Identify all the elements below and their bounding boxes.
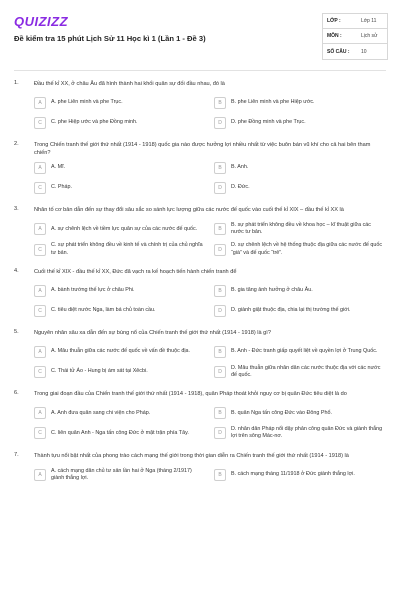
option-c[interactable]	[34, 426, 204, 440]
option-letter-box: D	[214, 182, 226, 194]
option-text: B. quân Nga tấn công Đức vào Đông Phổ.	[231, 409, 333, 416]
option-c[interactable]	[34, 116, 204, 130]
option-letter-box: A	[34, 223, 46, 235]
option-c[interactable]	[34, 304, 204, 318]
option-letter-box: A	[34, 162, 46, 174]
option-text: D. phe Đồng minh và phe Trục.	[231, 119, 306, 126]
question-4	[0, 266, 400, 318]
option-letter-box: B	[214, 285, 226, 297]
option-letter-box: A	[34, 285, 46, 297]
option-letter-box: A	[34, 407, 46, 419]
option-letter-box: D	[214, 427, 226, 439]
question-number: 2.	[14, 141, 19, 147]
option-letter-box: C	[34, 117, 46, 129]
option-text: B. Anh.	[231, 164, 249, 171]
question-3	[0, 204, 400, 257]
meta-label: LỚP :	[327, 18, 341, 24]
option-letter-box: B	[214, 223, 226, 235]
option-text: A. cách mạng dân chủ tư sản lần hai ở Nga (tháng 2/1917) giành thắng lợi.	[51, 467, 192, 481]
option-text: D. giành giật thuộc địa, chia lại thị trường thế giới.	[231, 307, 351, 314]
option-text: C. tiêu diệt nước Nga, làm bá chủ toàn cầu.	[51, 307, 156, 314]
header-divider	[14, 70, 386, 71]
question-number: 7.	[14, 451, 19, 458]
question-5	[0, 327, 400, 379]
option-letter-box: D	[214, 244, 226, 256]
option-a[interactable]	[34, 468, 204, 482]
question-text: Thành tựu nổi bật nhất của phong trào cách mạng thế giới trong thời gian diễn ra Chiến tranh thế giới thứ nhất (1914 - 1918) là	[34, 452, 349, 459]
options	[34, 96, 386, 130]
option-text: A. sự chênh lệch về tiềm lực quân sự của các nước đế quốc.	[51, 225, 198, 232]
question-text: Đầu thế kỉ XX, ở châu Âu đã hình thành hai khối quân sự đối đầu nhau, đó là	[34, 81, 225, 87]
question-list	[0, 78, 400, 491]
option-d[interactable]	[214, 304, 384, 318]
option-letter-box: A	[34, 97, 46, 109]
option-letter-box: C	[34, 182, 46, 194]
option-d[interactable]	[214, 116, 384, 130]
options	[34, 468, 386, 482]
page-header	[0, 0, 400, 68]
question-number: 6.	[14, 390, 19, 397]
option-text: A. Mĩ.	[51, 164, 66, 171]
option-a[interactable]	[34, 345, 204, 359]
option-text: C. phe Hiệp ước và phe Đồng minh.	[51, 119, 138, 126]
option-c[interactable]	[34, 242, 204, 256]
option-a[interactable]	[34, 406, 204, 420]
option-letter-box: B	[214, 469, 226, 481]
options	[34, 406, 386, 440]
option-a[interactable]	[34, 284, 204, 298]
option-d[interactable]	[214, 181, 384, 195]
option-text: A. bành trướng thế lực ở châu Phi.	[51, 287, 135, 294]
option-b[interactable]	[214, 222, 384, 236]
option-c[interactable]	[34, 181, 204, 195]
option-text: D. sự chênh lệch về hệ thống thuộc địa giữa các nước đế quốc “già” và đế quốc “trẻ”.	[231, 242, 383, 256]
meta-value: 10	[361, 48, 367, 55]
option-b[interactable]	[214, 468, 384, 482]
question-number: 4.	[14, 267, 19, 274]
option-text: A. phe Liên minh và phe Trục.	[51, 99, 123, 106]
option-text: B. sự phát triển không đều về khoa học – kĩ thuật giữa các nước tư bản.	[231, 222, 371, 236]
option-letter-box: B	[214, 97, 226, 109]
question-number: 5.	[14, 328, 19, 335]
option-text: A. Anh đưa quân sang chi viện cho Pháp.	[51, 409, 151, 416]
option-b[interactable]	[214, 345, 384, 359]
option-text: B. gia tăng ảnh hưởng ở châu Âu.	[231, 287, 313, 294]
option-text: C. Pháp.	[51, 184, 72, 191]
option-letter-box: B	[214, 346, 226, 358]
option-text: B. Anh - Đức tranh giấp quyết liệt về quyền lợi ở Trung Quốc.	[231, 348, 378, 355]
option-b[interactable]	[214, 406, 384, 420]
question-text: Nhân tố cơ bản dẫn đến sự thay đổi sâu sắc so sánh lực lượng giữa các nước đế quốc vào cuối thế kỉ XIX – đầu thế kỉ XX là	[34, 207, 344, 213]
meta-row-count	[323, 44, 387, 59]
option-b[interactable]	[214, 284, 384, 298]
option-text: C. liên quân Anh - Nga tấn công Đức ở mặt trận phía Tây.	[51, 429, 189, 436]
option-text: B. phe Liên minh và phe Hiệp ước.	[231, 99, 315, 106]
meta-value: Lịch sử	[361, 33, 378, 39]
option-text: D. Đức.	[231, 184, 250, 191]
meta-table	[322, 13, 388, 60]
quizizz-logo: QUIZIZZ	[14, 14, 69, 29]
option-b[interactable]	[214, 96, 384, 110]
question-text: Trong giai đoạn đầu của Chiến tranh thế giới thứ nhất (1914 - 1918), quân Pháp thoát khỏi nguy cơ bị quân Đức tiêu diệt là do	[34, 391, 347, 398]
option-d[interactable]	[214, 242, 384, 256]
question-text: Cuối thế kỉ XIX - đầu thế kỉ XX, Đức đã vạch ra kế hoạch tiến hành chiến tranh để	[34, 268, 237, 275]
meta-row-class	[323, 14, 387, 29]
option-a[interactable]	[34, 222, 204, 236]
page-title: Đề kiểm tra 15 phút Lịch Sử 11 Học kì 1 (Lần 1 - Đề 3)	[14, 34, 206, 43]
question-text: Nguyên nhân sâu xa dẫn đến sự bùng nổ của Chiến tranh thế giới thứ nhất (1914 - 1918) là gì?	[34, 329, 271, 336]
question-2	[0, 139, 400, 195]
options	[34, 345, 386, 379]
option-a[interactable]	[34, 96, 204, 110]
option-c[interactable]	[34, 365, 204, 379]
meta-label: MÔN :	[327, 33, 342, 39]
options	[34, 284, 386, 318]
option-text: D. Mâu thuẫn giữa nhân dân các nước thuộc địa với các nước đế quốc.	[231, 364, 381, 379]
question-1	[0, 78, 400, 130]
option-letter-box: C	[34, 366, 46, 378]
question-7	[0, 450, 400, 482]
meta-value: Lớp 11	[361, 18, 377, 24]
option-letter-box: D	[214, 117, 226, 129]
option-letter-box: D	[214, 305, 226, 317]
option-letter-box: C	[34, 305, 46, 317]
question-number: 3.	[14, 206, 19, 212]
option-letter-box: A	[34, 346, 46, 358]
option-b[interactable]	[214, 161, 384, 175]
option-d[interactable]	[214, 426, 384, 440]
question-6	[0, 388, 400, 440]
option-text: B. cách mạng tháng 11/1918 ở Đức giành thắng lợi.	[231, 471, 355, 478]
question-text: Trong Chiến tranh thế giới thứ nhất (1914 - 1918) quốc gia nào được hưởng lợi nhiều nhất từ việc buôn bán vũ khí cho cả hai bên tham chiến?	[34, 142, 371, 156]
meta-label: SỐ CÂU :	[327, 48, 350, 55]
option-letter-box: B	[214, 162, 226, 174]
option-text: C. Thái tử Áo - Hung bị ám sát tại Xêcbi.	[51, 368, 148, 375]
option-letter-box: C	[34, 244, 46, 256]
option-letter-box: D	[214, 366, 226, 378]
options	[34, 222, 386, 257]
options	[34, 161, 386, 195]
option-text: C. sự phát triển không đều về kinh tế và chính trị của chủ nghĩa tư bản.	[51, 242, 203, 256]
option-a[interactable]	[34, 161, 204, 175]
option-letter-box: B	[214, 407, 226, 419]
option-text: A. Mâu thuẫn giữa các nước đế quốc về vấn đề thuộc địa.	[51, 348, 191, 355]
question-number: 1.	[14, 80, 19, 86]
meta-row-subject	[323, 29, 387, 44]
option-d[interactable]	[214, 365, 384, 379]
option-letter-box: A	[34, 469, 46, 481]
option-text: D. nhân dân Pháp nổi dậy phản công quân Đức và giành thắng lợi trên sông Mác-nơ.	[231, 426, 383, 440]
option-letter-box: C	[34, 427, 46, 439]
